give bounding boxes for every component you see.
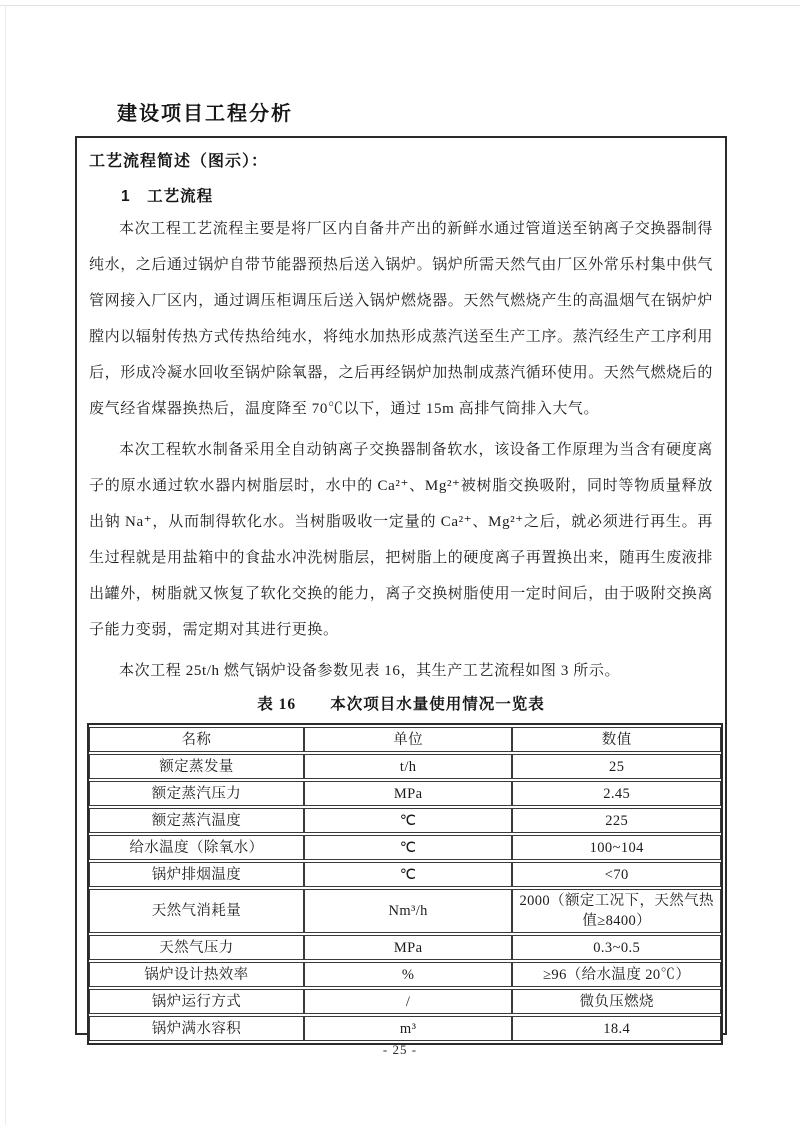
table-cell: ≥96（给水温度 20℃） <box>512 962 721 987</box>
scan-edge-top <box>0 5 800 6</box>
table-cell: ℃ <box>304 862 513 887</box>
header-cell-name: 名称 <box>89 727 304 752</box>
table-row <box>89 862 721 887</box>
table-cell: 18.4 <box>512 1016 721 1041</box>
table-cell: 2000（额定工况下，天然气热值≥8400） <box>512 889 721 933</box>
table-cell: 天然气压力 <box>89 935 304 960</box>
table-cell: % <box>304 962 513 987</box>
table-row <box>89 835 721 860</box>
scan-edge-left <box>5 5 6 1125</box>
table-cell: 额定蒸发量 <box>89 754 304 779</box>
table-row <box>89 754 721 779</box>
table-cell: m³ <box>304 1016 513 1041</box>
content-box <box>75 136 727 1035</box>
table-caption-title: 本次项目水量使用情况一览表 <box>330 696 545 713</box>
table-row <box>89 989 721 1014</box>
table-cell: Nm³/h <box>304 889 513 933</box>
table-cell: 额定蒸汽温度 <box>89 808 304 833</box>
section-heading: 1 工艺流程 <box>121 188 214 205</box>
page-title: 建设项目工程分析 <box>117 103 293 125</box>
table-caption-label: 表 16 <box>257 696 297 713</box>
table-row <box>89 781 721 806</box>
table-cell: 额定蒸汽压力 <box>89 781 304 806</box>
table-header-row <box>89 727 721 752</box>
table-row <box>89 808 721 833</box>
table-row <box>89 1016 721 1041</box>
table-cell: <70 <box>512 862 721 887</box>
page-number: - 25 - <box>382 1042 418 1057</box>
header-cell-value: 数值 <box>512 727 721 752</box>
table-cell: 100~104 <box>512 835 721 860</box>
paragraph-soft-water: 本次工程软水制备采用全自动钠离子交换器制备软水，该设备工作原理为当含有硬度离子的原水通过软水器内树脂层时，水中的 Ca²⁺、Mg²⁺被树脂交换吸附，同时等物质量释放出钠 Na⁺，从而制得软化水。当树脂吸收一定量的 Ca²⁺、Mg²⁺之后，就必须进行再生。再生过程就是用盐箱中的食盐水冲洗树脂层，把树脂上的硬度离子再置换出来，随再生废液排出罐外，树脂就又恢复了软化交换的能力，离子交换树脂使用一定时间后，由于吸附交换离子能力变弱，需定期对其进行更换。 <box>89 442 714 638</box>
box-heading: 工艺流程简述（图示）： <box>89 153 269 170</box>
table-cell: 225 <box>512 808 721 833</box>
table-caption <box>89 692 713 714</box>
header-cell-unit: 单位 <box>304 727 513 752</box>
table-cell: 微负压燃烧 <box>512 989 721 1014</box>
table-cell: MPa <box>304 935 513 960</box>
paragraph-table-reference: 本次工程 25t/h 燃气锅炉设备参数见表 16，其生产工艺流程如图 3 所示。 <box>119 663 621 679</box>
table-row <box>89 935 721 960</box>
table-cell: 2.45 <box>512 781 721 806</box>
table-cell: 给水温度（除氧水） <box>89 835 304 860</box>
table-cell: 锅炉设计热效率 <box>89 962 304 987</box>
paragraph-process-flow: 本次工程工艺流程主要是将厂区内自备井产出的新鲜水通过管道送至钠离子交换器制得纯水，之后通过锅炉自带节能器预热后送入锅炉。锅炉所需天然气由厂区外常乐村集中供气管网接入厂区内，通过调压柜调压后送入锅炉燃烧器。天然气燃烧产生的高温烟气在锅炉炉膛内以辐射传热方式传热给纯水，将纯水加热形成蒸汽送至生产工序。蒸汽经生产工序利用后，形成冷凝水回收至锅炉除氧器，之后再经锅炉加热制成蒸汽循环使用。天然气燃烧后的废气经省煤器换热后，温度降至 70℃以下，通过 15m 高排气筒排入大气。 <box>89 221 714 417</box>
table-cell: MPa <box>304 781 513 806</box>
table-cell: 锅炉满水容积 <box>89 1016 304 1041</box>
table-cell: 25 <box>512 754 721 779</box>
table-cell: ℃ <box>304 835 513 860</box>
table-cell: 0.3~0.5 <box>512 935 721 960</box>
table-row <box>89 962 721 987</box>
boiler-parameters-table <box>87 723 723 1045</box>
table-cell: 天然气消耗量 <box>89 889 304 933</box>
table-cell: t/h <box>304 754 513 779</box>
table-row <box>89 889 721 933</box>
table-cell: 锅炉排烟温度 <box>89 862 304 887</box>
table-cell: 锅炉运行方式 <box>89 989 304 1014</box>
table-cell: ℃ <box>304 808 513 833</box>
table-cell: / <box>304 989 513 1014</box>
